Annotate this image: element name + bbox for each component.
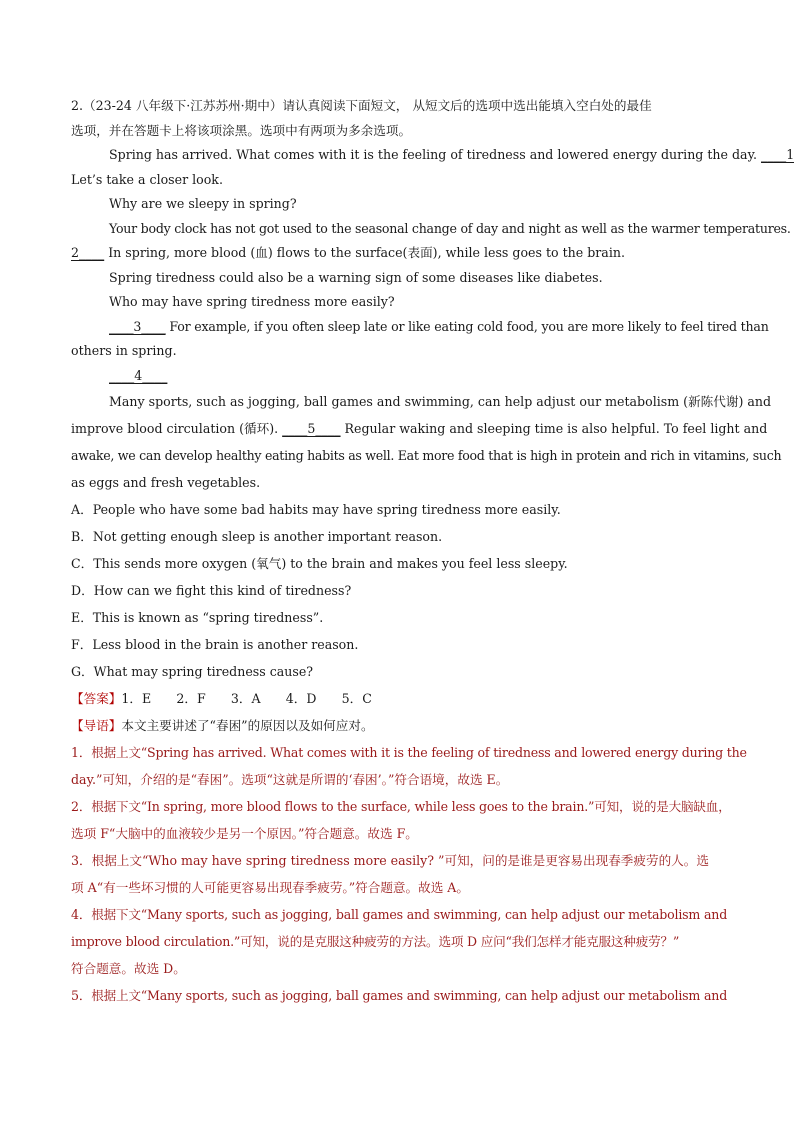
explanation-5: 5．根据上文“Many sports, such as jogging, ball games and swimming, can help adjust our metabolism and [71,988,728,1003]
guide-label: 【导语】 [71,718,122,733]
options-list [71,496,723,685]
passage-paragraph-1: Spring has arrived. What comes with it is the feeling of tiredness and lowered energy during the day. ____1 [71,143,723,168]
explanations [71,739,747,1009]
explanation-3: 3．根据上文“Who may have spring tiredness more easily? ”可知，问的是谁是更容易出现春季疲劳的人。选 [71,853,709,868]
option-g: G．What may spring tiredness cause? [71,664,314,679]
option-d: D．How can we fight this kind of tiredness? [71,583,352,598]
answer-label: 【答案】 [71,691,122,706]
explanation-4: 4．根据下文“Many sports, such as jogging, ball games and swimming, can help adjust our metabolism and [71,907,728,922]
explanation-2-cont: 选项 F“大脑中的血液较少是另一个原因。”符合题意。故选 F。 [71,826,418,841]
option-f: F．Less blood in the brain is another reason. [71,637,359,652]
guide-line [71,712,723,739]
answer-text: 1．E 2．F 3．A 4．D 5．C [121,691,372,706]
passage-paragraph-4-cont: others in spring. [71,343,177,358]
guide-text: 本文主要讲述了“春困”的原因以及如何应对。 [121,718,374,733]
passage-paragraph-5: Many sports, such as jogging, ball games and swimming, can help adjust our metabolism (新陈代谢) and [109,394,772,409]
explanation-2: 2．根据下文“In spring, more blood flows to the surface, while less goes to the brain.”可知，说的是大脑缺血， [71,799,731,814]
passage-paragraph-5-cont3: as eggs and fresh vegetables. [71,475,261,490]
passage-paragraph-5-cont: improve blood circulation (循环). ____5____ Regular waking and sleeping time is also helpful. To feel light and [71,415,723,442]
explanation-1-cont: day.”可知，介绍的是“春困”。选项“这就是所谓的‘春困’。”符合语境，故选 E。 [71,772,509,787]
explanation-4-cont2: 符合题意。故选 D。 [71,961,186,976]
passage-paragraph-2: Your body clock has not got used to the seasonal change of day and night as well as the warmer temperatures. [109,220,791,236]
passage-heading-2: Who may have spring tiredness more easily? [109,294,395,309]
option-a: A．People who have some bad habits may have spring tiredness more easily. [71,502,561,517]
explanation-1: 1．根据上文“Spring has arrived. What comes with it is the feeling of tiredness and lowered energy during the [71,745,747,760]
passage-blank-4-line [71,364,723,389]
explanation-3-cont: 项 A“有一些坏习惯的人可能更容易出现春季疲劳。”符合题意。故选 A。 [71,880,469,895]
blank-3: ____3____ [109,318,166,334]
blank-1: ____1 [761,147,794,162]
blank-4: ____4____ [109,367,168,383]
question-header: 2.（23-24 八年级下·江苏苏州·期中）请认真阅读下面短文， 从短文后的选项中选出能填入空白处的最佳 [71,98,652,113]
question-header-cont: 选项，并在答题卡上将该项涂黑。选项中有两项为多余选项。 [71,122,412,138]
option-b: B．Not getting enough sleep is another important reason. [71,529,443,544]
passage-paragraph-5-cont2: awake, we can develop healthy eating habits as well. Eat more food that is high in protein and rich in vitamins, such [71,448,782,463]
option-c: C．This sends more oxygen (氧气) to the brain and makes you feel less sleepy. [71,556,568,571]
passage-heading-1: Why are we sleepy in spring? [109,196,297,211]
passage-paragraph-4: ____3____ For example, if you often sleep late or like eating cold food, you are more likely to feel tired than [71,315,723,340]
blank-5: ____5____ [282,421,341,436]
option-e: E．This is known as “spring tiredness”. [71,610,324,625]
explanation-4-cont: improve blood circulation.”可知，说的是克服这种疲劳的方法。选项 D 应问“我们怎样才能克服这种疲劳？” [71,934,680,949]
passage-paragraph-2-cont: 2____ In spring, more blood (血) flows to the surface(表面), while less goes to the brain. [71,241,723,266]
blank-2: 2____ [71,245,105,260]
answer-line [71,685,723,712]
question-content [71,94,794,1009]
passage-paragraph-3: Spring tiredness could also be a warning sign of some diseases like diabetes. [109,269,603,285]
passage-paragraph-1-cont: Let’s take a closer look. [71,171,223,187]
